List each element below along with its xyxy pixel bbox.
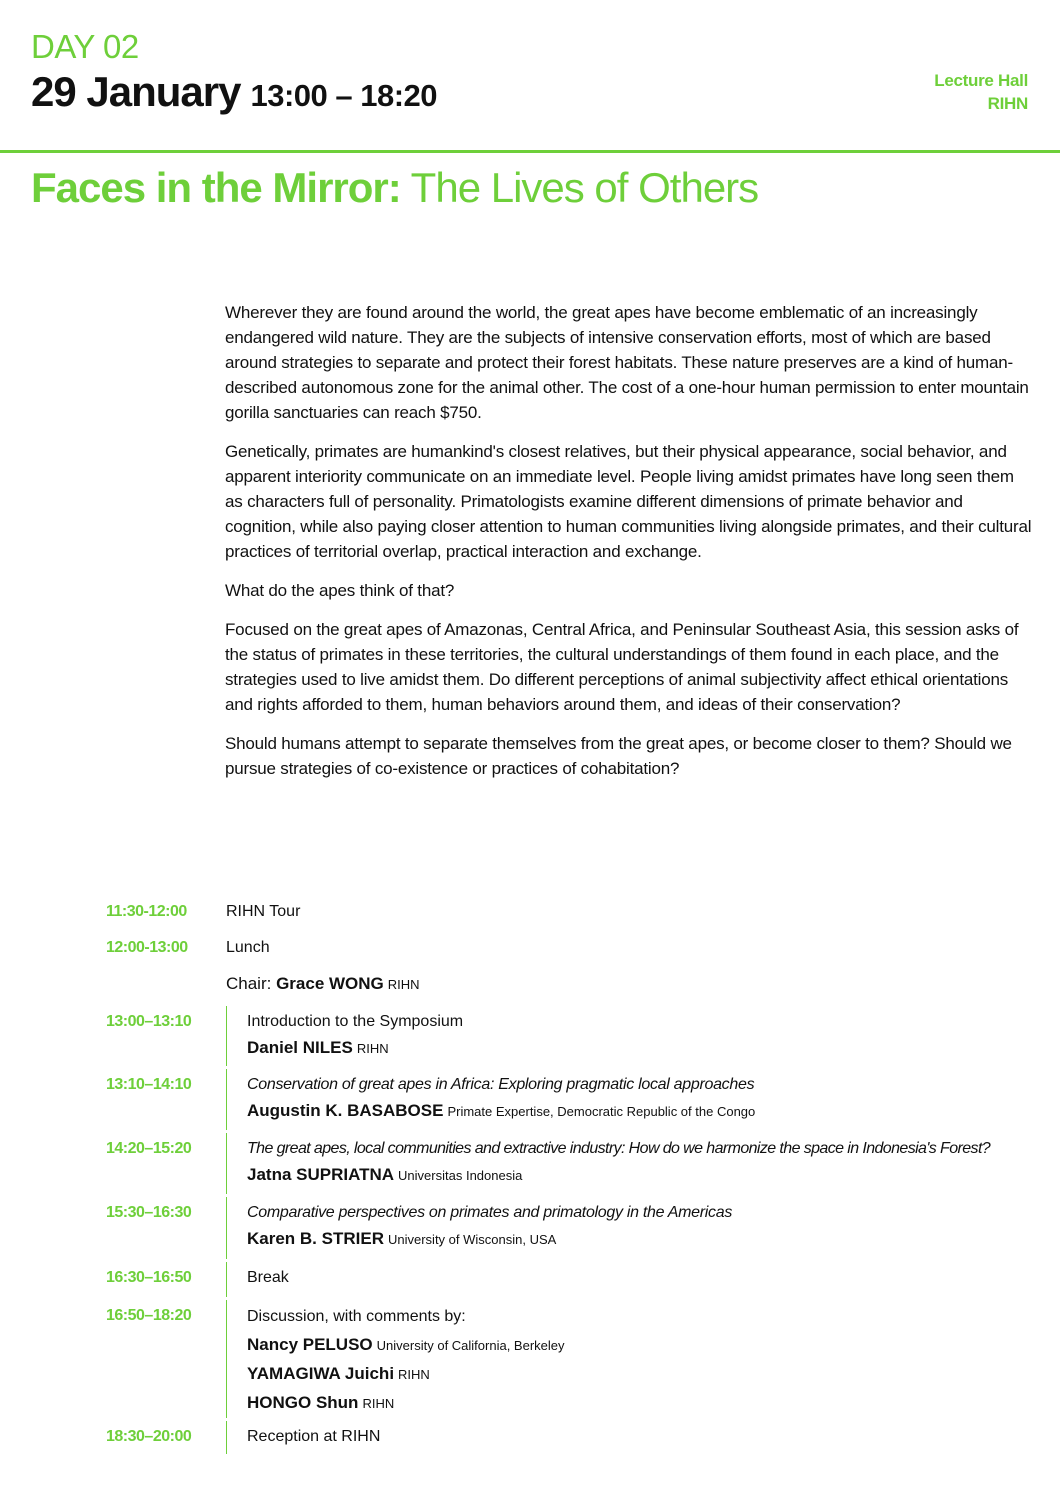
schedule-entry	[226, 1262, 289, 1297]
schedule-time: 13:00–13:10	[106, 1013, 192, 1030]
venue-hall: Lecture Hall	[934, 71, 1028, 90]
day-label: DAY 02	[31, 28, 139, 65]
schedule-label: Reception at RIHN	[247, 1428, 381, 1445]
commentator-affiliation: RIHN	[398, 1367, 430, 1382]
schedule-time: 13:10–14:10	[106, 1076, 192, 1093]
schedule-row-introduction	[106, 1006, 1046, 1069]
talk-title: The great apes, local communities and extractive industry: How do we harmonize the space in Indonesia's Forest?	[247, 1140, 991, 1157]
schedule-label: RIHN Tour	[226, 903, 301, 920]
speaker-name: Jatna SUPRIATNA	[247, 1165, 395, 1184]
commentator-affiliation: University of California, Berkeley	[376, 1338, 565, 1353]
schedule-row-talk3	[106, 1197, 1046, 1262]
event-date: 29 January	[31, 68, 241, 115]
schedule-row-tour	[106, 900, 1046, 936]
schedule-label: Lunch	[226, 939, 270, 956]
intro-text	[225, 300, 1035, 795]
schedule-time: 16:50–18:20	[106, 1307, 192, 1324]
commentator-affiliation: RIHN	[362, 1396, 395, 1411]
schedule-row-chair	[106, 971, 1046, 1006]
event-time: 13:00 – 18:20	[250, 78, 438, 113]
schedule-row-break	[106, 1262, 1046, 1300]
intro-paragraph: Focused on the great apes of Amazonas, Central Africa, and Peninsular Southeast Asia, this session asks of the status of primates in these territories, the cultural understandings of them found in each place, and the strategies used to live amidst them. Do different perceptions of animal subjectivity affect ethical orientations and rights afforded to them, human behaviors around them, and ideas of their conservation?	[225, 620, 1019, 714]
schedule-entry	[226, 1069, 755, 1130]
chair-prefix: Chair:	[226, 974, 277, 993]
schedule-time: 16:30–16:50	[106, 1269, 192, 1286]
session-title-rest: The Lives of Others	[400, 164, 759, 211]
chair-name: Grace WONG	[276, 974, 384, 993]
speaker-name: Karen B. STRIER	[247, 1229, 384, 1248]
schedule-row-discussion	[106, 1300, 1046, 1421]
schedule-time: 12:00-13:00	[106, 939, 188, 956]
header-rule	[0, 150, 1060, 153]
schedule-time: 15:30–16:30	[106, 1204, 192, 1221]
schedule-entry	[226, 1006, 463, 1066]
schedule-label: Break	[247, 1269, 289, 1286]
talk-title: Conservation of great apes in Africa: Exploring pragmatic local approaches	[247, 1076, 755, 1093]
speaker-affiliation: RIHN	[356, 1041, 389, 1056]
schedule-time: 18:30–20:00	[106, 1428, 192, 1445]
schedule-row-talk1	[106, 1069, 1046, 1133]
session-title	[31, 164, 758, 212]
chair-line	[226, 971, 420, 1006]
intro-paragraph: Should humans attempt to separate themselves from the great apes, or become closer to them? Should we pursue strategies of co-existence or practices of cohabitation?	[225, 734, 1012, 778]
schedule-entry	[226, 1133, 990, 1194]
schedule-row-lunch	[106, 936, 1046, 971]
speaker-name: Augustin K. BASABOSE	[247, 1101, 444, 1120]
speaker-affiliation: University of Wisconsin, USA	[387, 1232, 557, 1247]
intro-paragraph: Genetically, primates are humankind's closest relatives, but their physical appearance, social behavior, and apparent interiority communicate on an immediate level. People living amidst primates have long seen them as characters full of personality. Primatologists examine different dimensions of primate behavior and cognition, while also paying closer attention to human communities living alongside primates, and their cultural practices of territorial overlap, practical interaction and exchange.	[225, 442, 1032, 561]
schedule-time: 11:30-12:00	[106, 903, 187, 920]
speaker-name: Daniel NILES	[247, 1038, 353, 1057]
schedule-row-reception	[106, 1421, 1046, 1457]
talk-title: Comparative perspectives on primates and primatology in the Americas	[247, 1204, 733, 1221]
schedule-entry	[226, 1300, 565, 1418]
chair-affiliation: RIHN	[387, 977, 420, 992]
schedule-entry	[226, 1421, 380, 1454]
schedule-time: 14:20–15:20	[106, 1140, 192, 1157]
intro-paragraph: What do the apes think of that?	[225, 581, 455, 600]
schedule-row-talk2	[106, 1133, 1046, 1197]
speaker-affiliation: Universitas Indonesia	[398, 1168, 523, 1183]
schedule	[106, 900, 1046, 1457]
schedule-label: Discussion, with comments by:	[247, 1308, 466, 1325]
intro-paragraph: Wherever they are found around the world, the great apes have become emblematic of an increasingly endangered wild nature. They are the subjects of intensive conservation efforts, most of which are based around strategies to separate and protect their forest habitats. These nature preserves are a kind of human-described autonomous zone for the animal other. The cost of a one-hour human permission to enter mountain gorilla sanctuaries can reach $750.	[225, 303, 1029, 422]
venue-org: RIHN	[987, 94, 1028, 113]
date-line	[31, 68, 437, 116]
schedule-label: Introduction to the Symposium	[247, 1013, 464, 1030]
venue	[934, 69, 1028, 115]
speaker-affiliation: Primate Expertise, Democratic Republic of the Congo	[447, 1104, 756, 1119]
schedule-entry	[226, 1197, 732, 1259]
commentator-name: HONGO Shun	[247, 1393, 359, 1412]
commentator-name: YAMAGIWA Juichi	[247, 1364, 395, 1383]
session-title-bold: Faces in the Mirror:	[31, 164, 401, 211]
commentator-name: Nancy PELUSO	[247, 1335, 373, 1354]
